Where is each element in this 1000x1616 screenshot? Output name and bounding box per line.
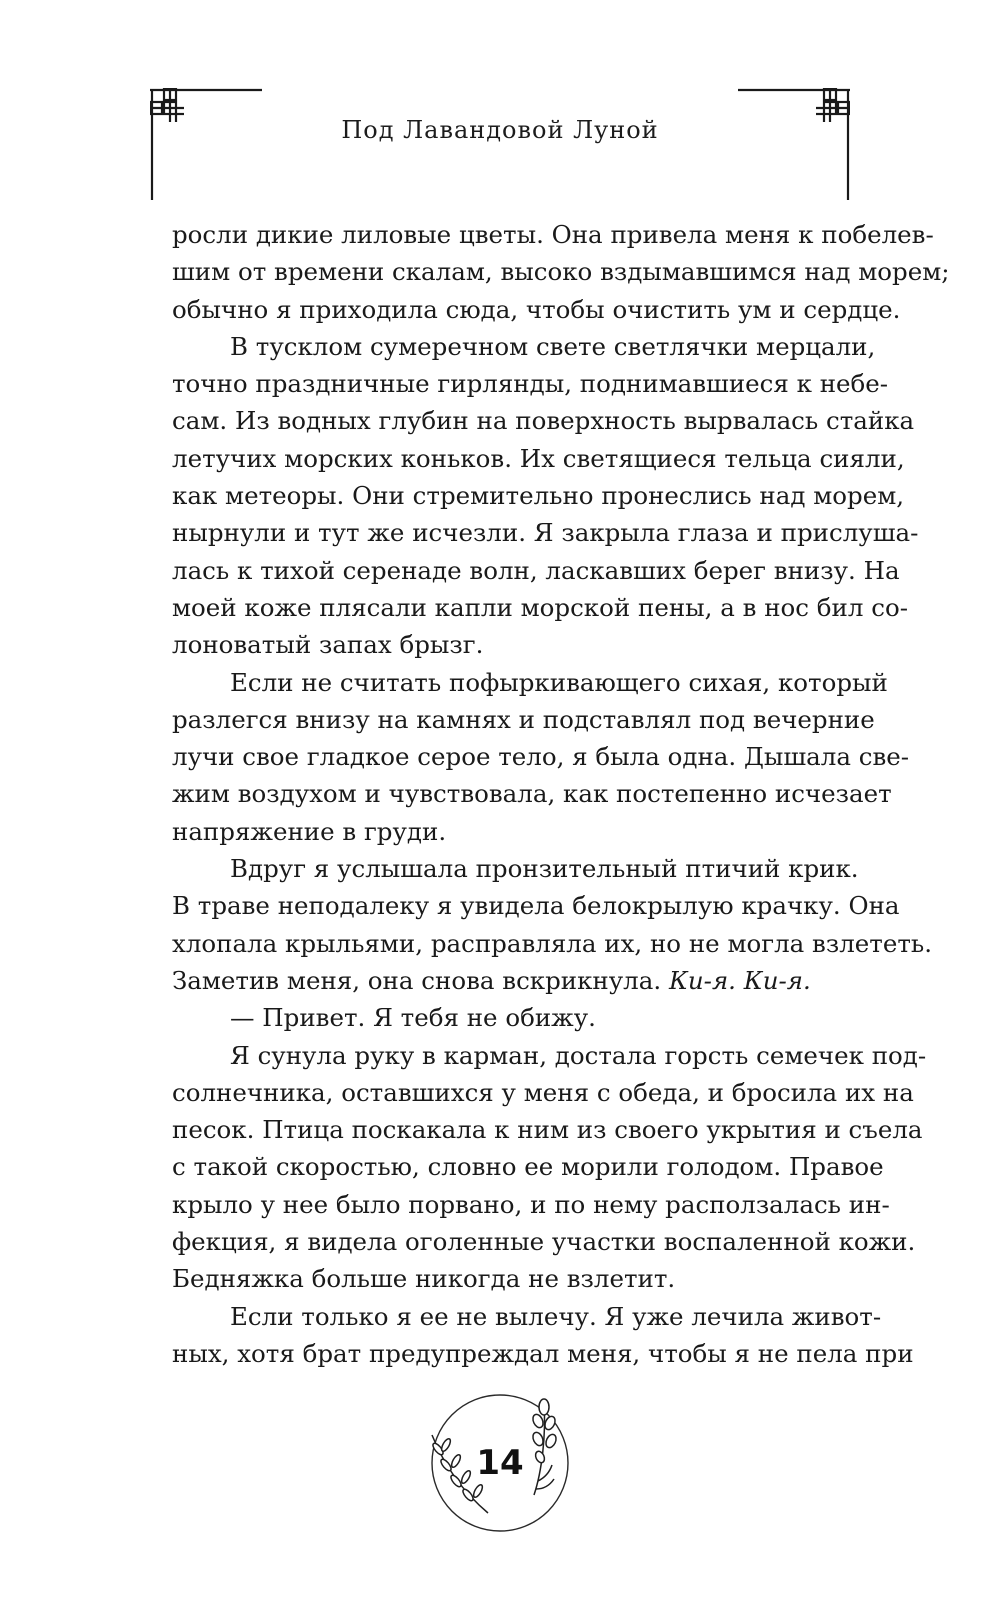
text-line: напряжение в груди. (172, 816, 447, 846)
text-line: точно праздничные гирлянды, поднимавшиеся к небе- (172, 369, 889, 399)
text-line: Если только я ее не вылечу. Я уже лечила живот- (230, 1301, 882, 1331)
text-line: нырнули и тут же исчезли. Я закрыла глаза и прислуша- (172, 518, 919, 548)
dialogue-line: — Привет. Я тебя не обижу. (230, 1003, 596, 1033)
text-line: как метеоры. Они стремительно пронеслись над морем, (172, 481, 905, 511)
text-line: с такой скоростью, словно ее морили голодом. Правое (172, 1152, 884, 1182)
page-body (172, 216, 950, 1372)
text-line: хлопала крыльями, расправляла их, но не могла взлететь. (172, 928, 933, 958)
text-line: солнечника, оставшихся у меня с обеда, и бросила их на (172, 1077, 914, 1107)
text-line: обычно я приходила сюда, чтобы очистить ум и сердце. (172, 294, 901, 324)
text-line: лась к тихой серенаде волн, ласкавших берег внизу. На (172, 555, 900, 585)
text-line: летучих морских коньков. Их светящиеся тельца сияли, (172, 443, 905, 473)
text-line: Вдруг я услышала пронзительный птичий крик. (230, 854, 859, 884)
text-line: ных, хотя брат предупреждал меня, чтобы я не пела при (172, 1338, 914, 1368)
text-line: лоноватый запах брызг. (172, 630, 484, 660)
corner-ornament-left (150, 88, 300, 208)
text-line-with-italic (172, 962, 836, 999)
text-line-roman: Заметив меня, она снова вскрикнула. (172, 965, 662, 995)
text-line: сам. Из водных глубин на поверхность вырвалась стайка (172, 406, 915, 436)
text-line: росли дикие лиловые цветы. Она привела меня к побелев- (172, 220, 934, 249)
text-line: Я сунула руку в карман, достала горсть семечек под- (230, 1040, 927, 1070)
text-line: шим от времени скалам, высоко вздымавшимся над морем; (172, 257, 950, 287)
page-folio (410, 1385, 590, 1565)
text-line: песок. Птица поскакала к ним из своего укрытия и съела (172, 1115, 923, 1145)
text-line: крыло у нее было порвано, и по нему расползалась ин- (172, 1189, 890, 1219)
text-line: В траве неподалеку я увидела белокрылую крачку. Она (172, 891, 900, 921)
text-line: Бедняжка больше никогда не взлетит. (172, 1264, 676, 1294)
text-line: разлегся внизу на камнях и подставлял под вечерние (172, 704, 875, 734)
text-line: лучи свое гладкое серое тело, я была одна. Дышала све- (172, 742, 910, 772)
text-line: Если не считать пофыркивающего сихая, который (230, 667, 888, 697)
text-line: жим воздухом и чувствовала, как постепенно исчезает (172, 779, 892, 809)
running-title: Под Лавандовой Луной (341, 116, 659, 144)
page-number: 14 (476, 1443, 524, 1483)
corner-ornament-right (700, 88, 850, 208)
bird-cry-italic: Ки-я. Ки-я. (668, 965, 811, 995)
text-line: фекция, я видела оголенные участки воспаленной кожи. (172, 1227, 916, 1257)
text-line: В тусклом сумеречном свете светлячки мерцали, (230, 331, 876, 361)
text-line: моей коже плясали капли морской пены, а в нос бил со- (172, 592, 908, 622)
